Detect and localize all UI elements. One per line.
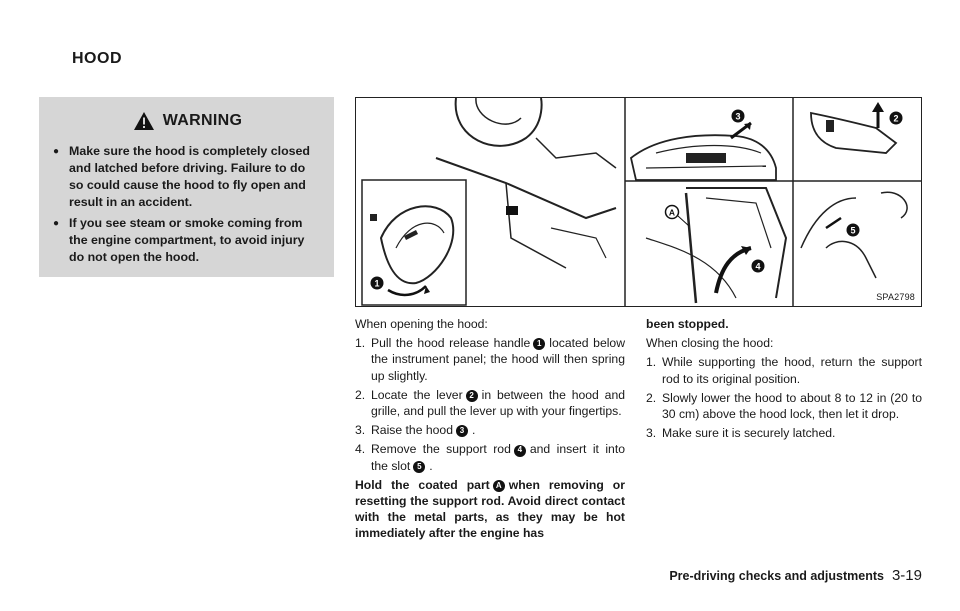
caution-paragraph bbox=[355, 477, 625, 542]
figure-code: SPA2798 bbox=[876, 292, 915, 302]
section-title: HOOD bbox=[72, 50, 122, 67]
opening-step bbox=[355, 422, 625, 438]
step-text-pre: Raise the hood bbox=[371, 423, 453, 438]
callout-a-icon: A bbox=[493, 480, 505, 492]
step-number: 2. bbox=[646, 390, 657, 405]
step-text bbox=[371, 387, 625, 419]
step-text-post: and insert it into the slot bbox=[371, 442, 625, 473]
callout-5-icon: 5 bbox=[413, 461, 425, 473]
svg-text:2: 2 bbox=[893, 113, 899, 124]
caution-text-post: when removing or resetting the support rod. Avoid direct contact with the metal parts, as they may be hot immediately after the engine has bbox=[355, 477, 625, 541]
callout-1-icon: 1 bbox=[533, 338, 545, 350]
closing-step bbox=[646, 425, 922, 441]
left-column bbox=[355, 316, 625, 542]
step-number: 4. bbox=[355, 442, 366, 457]
svg-text:1: 1 bbox=[374, 278, 380, 289]
warning-list bbox=[53, 143, 322, 266]
caution-continuation: been stopped. bbox=[646, 317, 729, 331]
closing-intro: When closing the hood: bbox=[646, 336, 774, 351]
svg-text:A: A bbox=[668, 207, 676, 218]
step-text-post: . bbox=[472, 423, 476, 438]
step-text-pre: Locate the lever bbox=[371, 387, 463, 402]
step-text-post: in between the hood and grille, and pull the lever up with your fingertips. bbox=[371, 387, 625, 419]
step-text-post: . bbox=[429, 458, 433, 473]
callout-2-icon: 2 bbox=[466, 390, 478, 402]
step-number: 1. bbox=[646, 355, 657, 370]
closing-step bbox=[646, 390, 922, 422]
caution-text-pre: Hold the coated part bbox=[355, 477, 490, 492]
hood-diagram bbox=[356, 98, 922, 307]
opening-step bbox=[355, 335, 625, 384]
svg-text:4: 4 bbox=[755, 261, 761, 272]
closing-step bbox=[646, 354, 922, 386]
step-text: Slowly lower the hood to about 8 to 12 in (20 to 30 cm) above the hood lock, then let it drop. bbox=[662, 390, 922, 422]
warning-item: ● If you see steam or smoke coming from the engine compartment, to avoid injury do not open the hood. bbox=[53, 215, 322, 266]
step-number: 3. bbox=[646, 426, 657, 441]
right-column bbox=[646, 316, 922, 444]
step-text: Make sure it is securely latched. bbox=[662, 426, 836, 441]
warning-item-text: If you see steam or smoke coming from the engine compartment, to avoid injury do not open the hood. bbox=[69, 216, 305, 264]
warning-triangle-icon bbox=[133, 111, 155, 131]
warning-box bbox=[39, 97, 334, 277]
step-text-pre: Pull the hood release handle bbox=[371, 336, 531, 351]
opening-intro: When opening the hood: bbox=[355, 317, 488, 331]
step-number: 1. bbox=[355, 336, 366, 351]
warning-title: WARNING bbox=[162, 112, 243, 129]
svg-text:3: 3 bbox=[735, 111, 741, 122]
warning-header bbox=[53, 111, 322, 131]
callout-3-icon: 3 bbox=[456, 425, 468, 437]
page-footer bbox=[669, 567, 922, 584]
step-text-post: located below the instrument panel; the hood will then spring up slightly. bbox=[371, 336, 626, 383]
step-text: While supporting the hood, return the support rod to its original position. bbox=[662, 355, 922, 386]
warning-item-text: Make sure the hood is completely closed and latched before driving. Failure to do so could cause the hood to fly open and result in an accident. bbox=[69, 144, 311, 209]
step-number: 3. bbox=[355, 423, 366, 438]
page-number: 3-19 bbox=[891, 567, 922, 584]
hood-illustration bbox=[355, 97, 922, 307]
step-text bbox=[371, 441, 625, 473]
step-text bbox=[371, 422, 625, 438]
step-text bbox=[371, 335, 625, 384]
step-number: 2. bbox=[355, 387, 366, 402]
callout-4-icon: 4 bbox=[514, 445, 526, 457]
chapter-title: Pre-driving checks and adjustments bbox=[669, 569, 884, 583]
svg-text:5: 5 bbox=[850, 225, 856, 236]
step-text-pre: Remove the support rod bbox=[371, 442, 511, 457]
warning-item: ● Make sure the hood is completely closed and latched before driving. Failure to do so could cause the hood to fly open and result in an accident. bbox=[53, 143, 322, 211]
opening-step bbox=[355, 441, 625, 473]
opening-step bbox=[355, 387, 625, 419]
